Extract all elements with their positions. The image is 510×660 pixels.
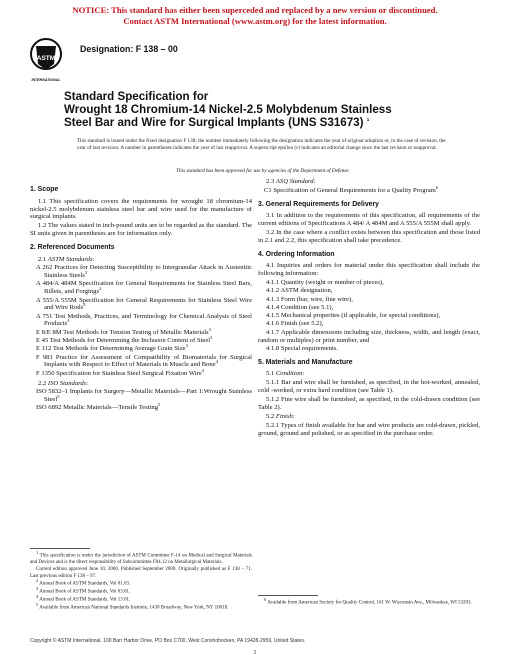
finish-label <box>258 413 480 421</box>
footnote <box>30 594 252 604</box>
general-3-2: 3.2 In the case where a conflict exists between this specification and those listed in 2.1 and 2.2, this specification shall take precedence. <box>258 228 480 244</box>
designation: Designation: F 138 – 00 <box>80 44 178 54</box>
reference-item <box>30 334 252 345</box>
condition-5-1-2: 5.1.2 Fine wire shall be furnished, as specified, in the cold-drawn condition (see Table 2). <box>258 395 480 411</box>
footnote-rule-right <box>258 595 318 596</box>
footnote-text: Current edition approved June 10, 2000. Published September 2000. Originally published as F 138 – 71. Last previous edition F 138 – 97. <box>30 567 252 579</box>
condition-label <box>258 370 480 378</box>
footnote <box>30 578 252 588</box>
reference-item-footnote-mark: 2 <box>83 302 86 308</box>
reference-item-text: F 1350 Specification for Stainless Steel Surgical Fixation Wire <box>36 369 202 377</box>
reference-item-footnote-mark: 4 <box>215 359 218 365</box>
reference-item-text: A 484/A 484M Specification for General Requirements for Stainless Steel Bars, Billets, and Forgings <box>36 280 252 296</box>
iso-reference-item-footnote-mark: 5 <box>158 402 161 408</box>
reference-item <box>30 313 252 329</box>
section-scope-heading: 1. Scope <box>30 186 59 193</box>
reference-item-footnote-mark: 2 <box>99 286 102 292</box>
preamble: This standard is issued under the fixed designation F 138; the number immediately following the designation indicates the year of original adoption or, in the case of revision, the year of last revision. A number in parentheses indicates the year of last reapproval. A superscript epsilon (ε) indicates an editorial change since the last revision or reapproval. <box>77 138 446 151</box>
reference-item <box>30 345 252 353</box>
reference-item <box>30 354 252 370</box>
condition-label-num: 5.1 <box>266 370 276 378</box>
footnote-text: Annual Book of ASTM Standards, Vol 13.01. <box>39 598 131 604</box>
finish-label-text: Finish: <box>275 413 295 421</box>
finish-label-num: 5.2 <box>266 413 276 421</box>
astm-logo <box>28 36 64 88</box>
title-line-3 <box>64 116 474 129</box>
asq-label-text: ASQ Standard: <box>275 178 316 185</box>
astm-reference-list <box>30 264 252 377</box>
page-number: 1 <box>253 650 257 656</box>
footnote <box>30 567 252 580</box>
iso-standards-label <box>30 380 252 388</box>
astm-logo-icon <box>28 36 64 88</box>
footnote-text: Annual Book of ASTM Standards, Vol 03.01. <box>39 590 131 595</box>
reference-item <box>30 326 252 337</box>
reference-item <box>30 280 252 296</box>
ordering-item: 4.1.6 Finish (see 5.2), <box>266 320 324 328</box>
astm-standards-label <box>30 256 252 264</box>
footnote-rule-left <box>30 548 90 549</box>
notice-line-1: NOTICE: This standard has either been superceded and replaced by a new version or discontinued. <box>72 5 438 15</box>
reference-item-footnote-mark: 3 <box>208 326 211 332</box>
ordering-4-1: 4.1 Inquiries and orders for material under this specification shall include the following information: <box>258 262 480 278</box>
footnote-mark: 1 <box>36 550 39 555</box>
footnote-text: Available from American National Standards Institute, 1430 Broadway, New York, NY 10018. <box>39 606 229 612</box>
iso-reference-item-text: ISO 5832–1 Implants for Surgery—Metallic Materials—Part 1:Wrought Stainless Steel <box>36 388 252 404</box>
title-line-3-text: Steel Bar and Wire for Surgical Implants (UNS S31673) <box>64 116 364 130</box>
right-column <box>258 178 480 439</box>
footnote-right <box>258 597 480 608</box>
section-materials-heading: 5. Materials and Manufacture <box>258 358 353 366</box>
ordering-item: 4.1.5 Mechanical properties (if applicable, for special conditions), <box>266 312 441 320</box>
general-3-1: 3.1 In addition to the requirements of this specification, all requirements of the current editions of Specifications A 484/ A 484M and A 555/A 555M shall apply. <box>258 212 480 228</box>
finish-5-2-1: 5.2.1 Types of finish available for bar and wire products are cold-drawn, pickled, ground, ground and polished, or as specified in the purchase order. <box>258 422 480 438</box>
condition-label-text: Condition: <box>275 370 305 378</box>
approval-note: This standard has been approved for use by agencies of the Department of Defense. <box>176 168 350 174</box>
copyright-line: Copyright © ASTM International, 100 Barr Harbor Drive, PO Box C700, West Conshohocken, PA 19428-2959, United States. <box>30 638 306 644</box>
condition-5-1-1: 5.1.1 Bar and wire shall be furnished, as specified, in the hot-worked, annealed, cold -worked, or extra hard condition (see Table 1). <box>258 379 480 395</box>
page-title <box>64 90 474 130</box>
reference-item-footnote-mark: 3 <box>185 343 188 349</box>
asq-reference <box>258 184 480 195</box>
reference-item-text: A 555/A 555M Specification for General Requirements for Stainless Steel Wire and Wire Rods <box>36 296 252 312</box>
scope-1-1: 1.1 This specification covers the requirements for wrought 18 chromium-14 nickel-2.5 molybdenum stainless steel bar and wire used for the manufacture of surgical implants. <box>30 197 252 221</box>
iso-label-text: ISO Standards: <box>47 379 89 387</box>
footnote-mark: 5 <box>36 602 39 608</box>
ordering-item: 4.1.3 Form (bar, wire, fine wire), <box>266 295 353 303</box>
astm-label-num: 2.1 <box>38 255 48 263</box>
left-column <box>30 180 252 413</box>
iso-label-num: 2.2 <box>38 379 48 387</box>
reference-item-footnote-mark: 2 <box>67 318 70 324</box>
notice-line-2: Contact ASTM International (www.astm.org) for the latest information. <box>123 15 387 26</box>
footnote-6 <box>258 597 480 607</box>
iso-reference-list <box>30 388 252 412</box>
iso-reference-item <box>30 388 252 404</box>
reference-item-footnote-mark: 4 <box>201 367 205 373</box>
supersede-notice <box>0 5 510 26</box>
reference-item-text: E 112 Test Methods for Determining Average Grain Size <box>36 345 186 353</box>
reference-item-text: E 45 Test Methods for Determining the Inclusion Content of Steel <box>36 337 211 345</box>
asq-standards-label <box>258 178 480 186</box>
footnote-6-text: Available from American Society for Quality Control, 161 W. Wisconsin Ave., Milwaukee, WI 53203. <box>267 600 472 606</box>
section-general-heading: 3. General Requirements for Delivery <box>258 200 380 208</box>
reference-item-text: F 981 Practice for Assessment of Compatibility of Biomaterials for Surgical Implants with Respect to Effect of Materials in Muscle and Bone <box>36 353 252 369</box>
scope-1-2: 1.2 The values stated in inch-pound units are to be regarded as the standard. The SI units given in parentheses are for information only. <box>30 222 252 237</box>
svg-text:INTERNATIONAL: INTERNATIONAL <box>31 78 61 82</box>
ordering-item: 4.1.4 Condition (see 5.1), <box>266 303 334 311</box>
title-line-1: Standard Specification for <box>64 90 209 103</box>
reference-item-text: A 751 Test Methods, Practices, and Terminology for Chemical Analysis of Steel Products <box>36 312 252 328</box>
footnote <box>30 586 252 596</box>
footnote-6-mark: 6 <box>264 597 267 602</box>
footnote-mark: 4 <box>36 594 39 600</box>
iso-reference-item-footnote-mark: 5 <box>57 393 60 399</box>
footnotes-left <box>30 550 252 614</box>
ordering-item: 4.1.2 ASTM designation, <box>266 287 333 295</box>
asq-label-num: 2.3 <box>266 178 276 185</box>
reference-item-text: A 262 Practices for Detecting Susceptibility to Intergranular Attack in Austenitic Stainless Steels <box>36 264 252 280</box>
footnote <box>30 602 252 612</box>
reference-item <box>30 264 252 280</box>
footnote-mark: 2 <box>36 578 39 584</box>
footnote-mark: 3 <box>36 586 39 592</box>
ordering-item: 4.1.1 Quantity (weight or number of pieces), <box>266 278 384 286</box>
reference-item <box>30 367 252 378</box>
ordering-items <box>258 279 480 353</box>
title-footnote-mark: 1 <box>366 117 370 123</box>
svg-text:ASTM: ASTM <box>36 55 56 62</box>
iso-reference-item <box>30 404 252 412</box>
footnote <box>30 550 252 566</box>
iso-reference-item-text: ISO 6892 Metallic Materials—Tensile Testing <box>36 404 159 412</box>
ordering-item: 4.1.8 Special requirements. <box>266 344 338 352</box>
asq-reference-text: C1 Specification of General Requirements for a Quality Program <box>264 186 436 194</box>
footnote-text: Annual Book of ASTM Standards, Vol 01.03. <box>39 581 131 587</box>
reference-item-footnote-mark: 3 <box>210 334 213 340</box>
reference-item-footnote-mark: 2 <box>84 269 88 275</box>
section-referenced-heading: 2. Referenced Documents <box>30 243 115 251</box>
reference-item <box>30 297 252 313</box>
reference-item-text: E 8/E 8M Test Methods for Tension Testing of Metallic Materials <box>36 328 209 336</box>
footnote-text: This specification is under the jurisdiction of ASTM Committee F-14 on Medical and Surgical Materials and Devices and is the direct responsibility of Subcommittee F04.12 on Metallurgical Materials. <box>30 553 252 566</box>
asq-footnote-mark: 6 <box>435 184 439 190</box>
title-line-2: Wrought 18 Chromium-14 Nickel-2.5 Molybdenum Stainless <box>64 103 392 117</box>
ordering-item: 4.1.7 Applicable dimensions including size, thickness, width, and length (exact, random or multiples) or print number, and <box>258 328 480 344</box>
section-ordering-heading: 4. Ordering Information <box>258 250 335 258</box>
astm-label-text: ASTM Standards: <box>47 255 95 263</box>
